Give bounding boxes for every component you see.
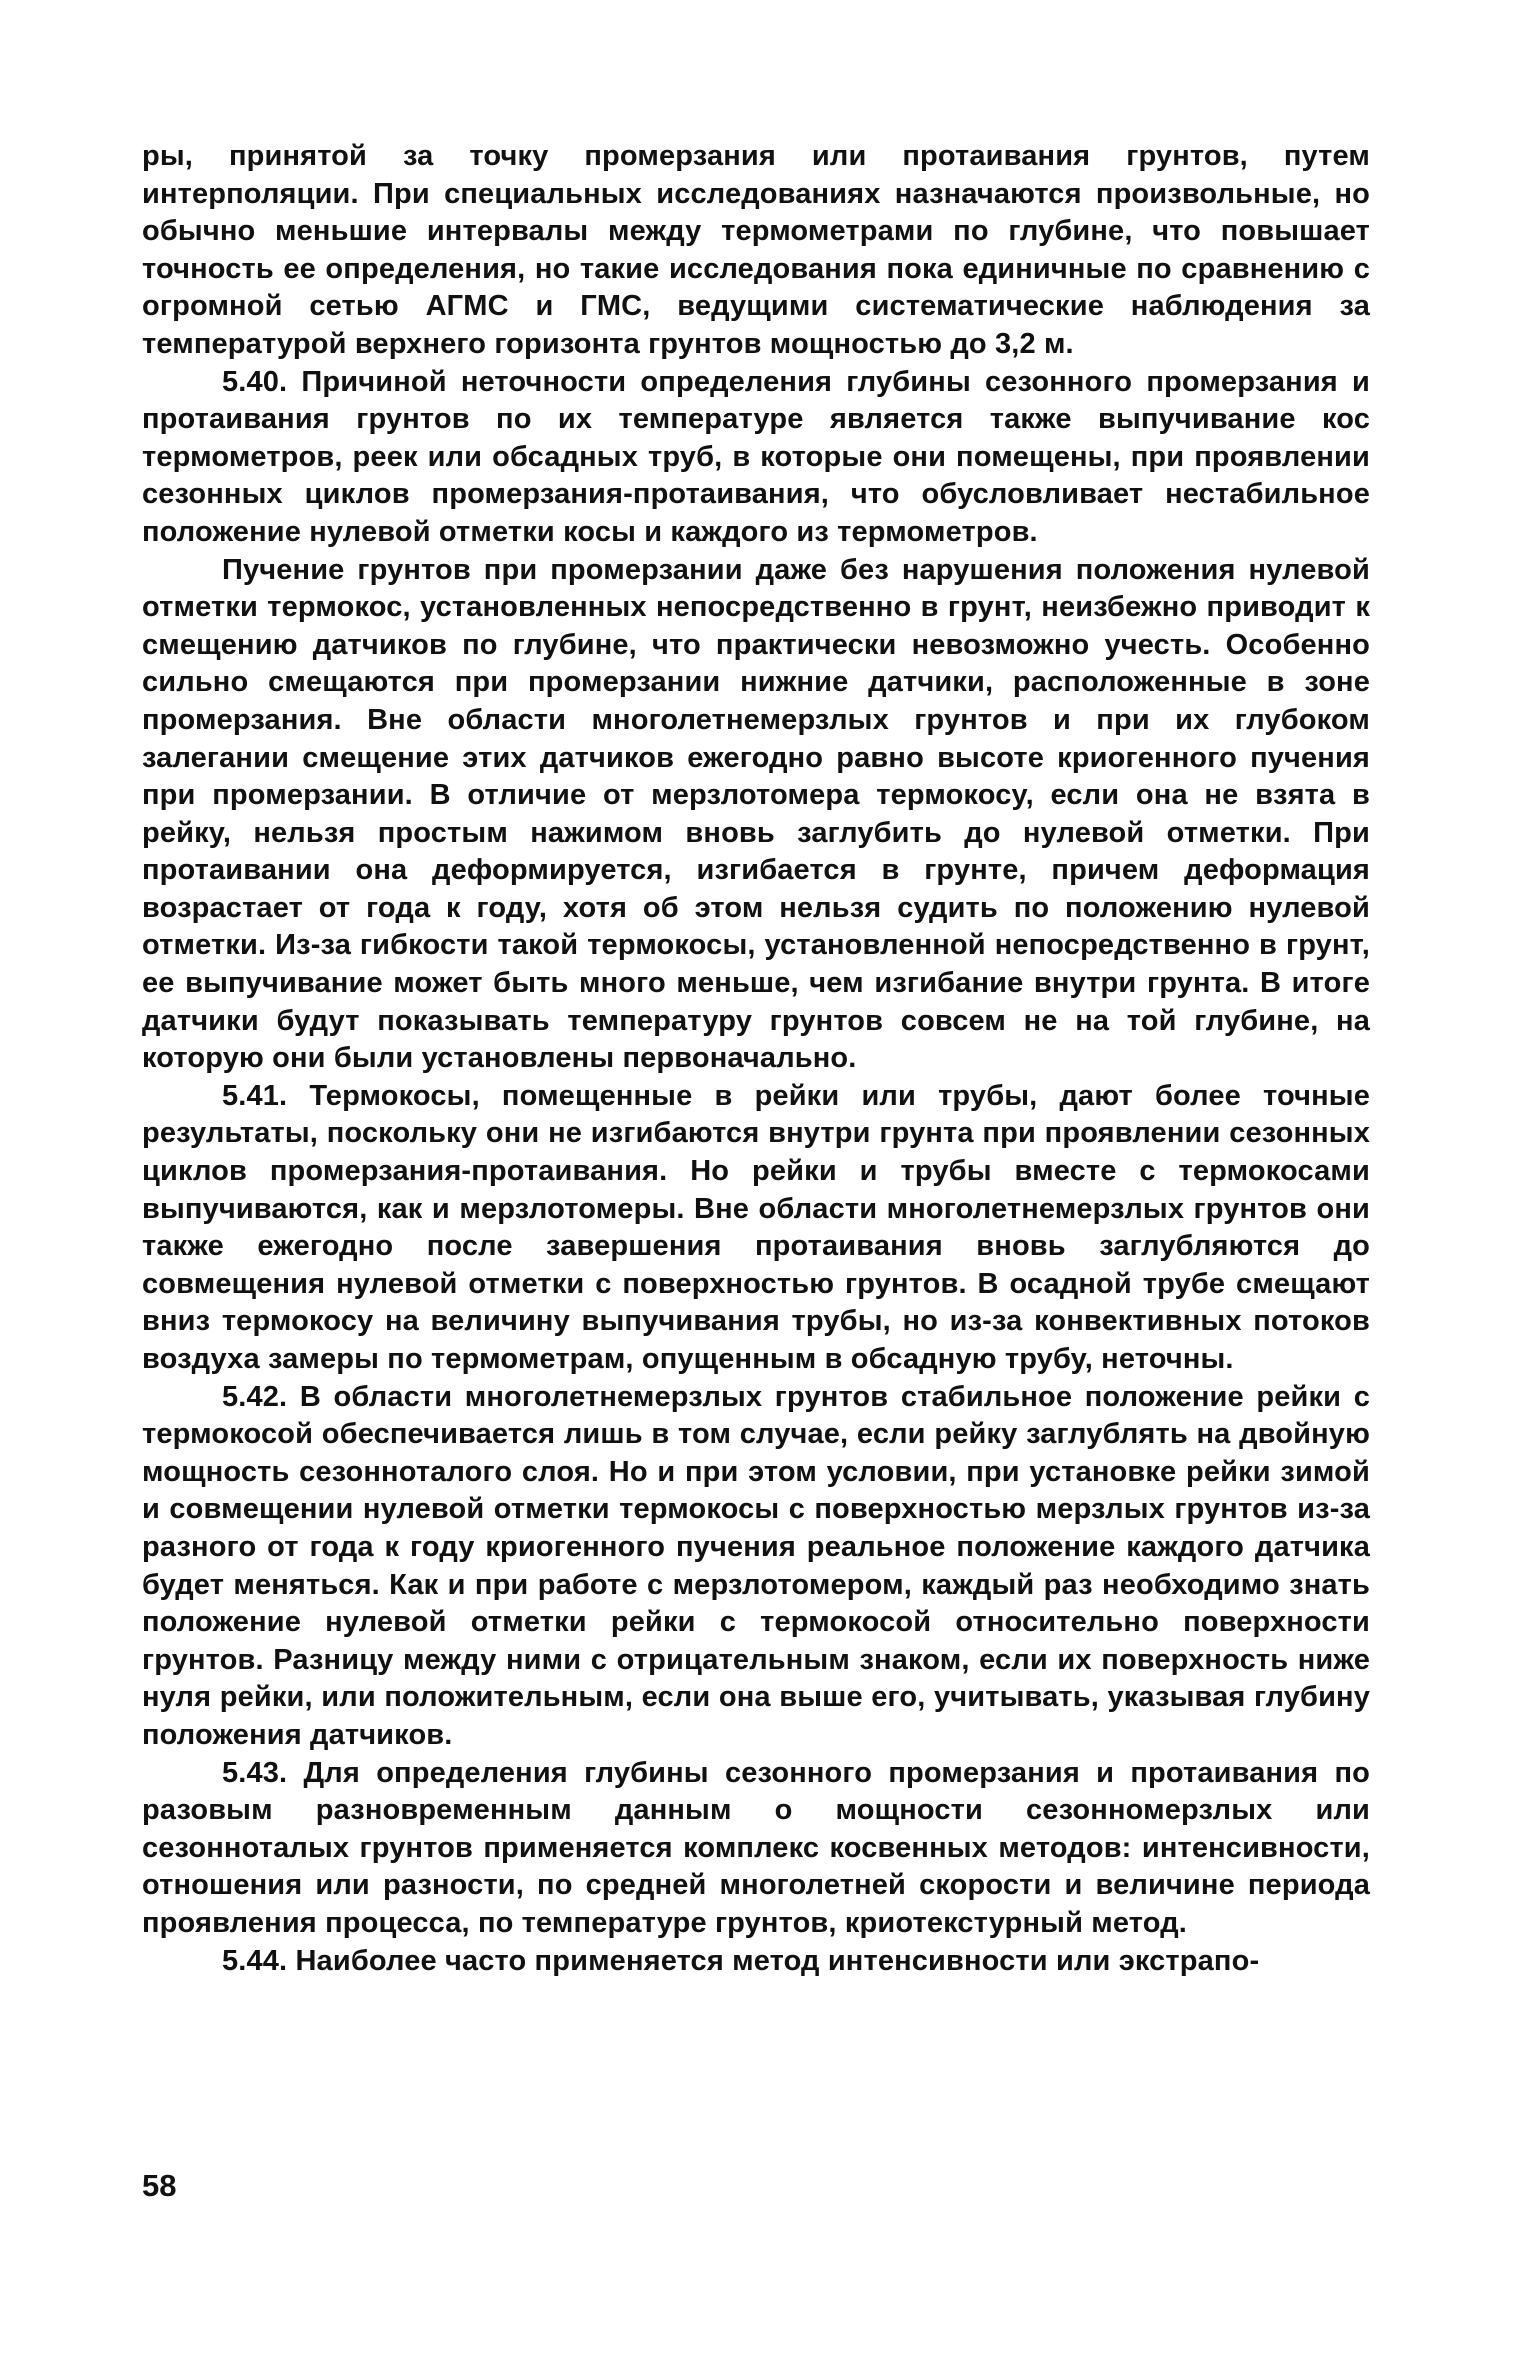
section-number: 5.42. — [222, 1380, 288, 1413]
paragraph-5-44 — [142, 1943, 1370, 1981]
paragraph-text: ры, принятой за точку промерзания или протаивания грунтов, путем интерполяции. При специальных исследованиях назначаются произвольные, но обычно меньшие интервалы между термометрами по глубине, что повышает точность ее определения, но такие исследования пока единичные по сравнению с огромной сетью АГМС и ГМС, ведущими систематические наблюдения за температурой верхнего горизонта грунтов мощностью до 3,2 м. — [142, 140, 1370, 360]
section-number: 5.41. — [222, 1079, 288, 1112]
paragraph — [142, 552, 1370, 1078]
section-number: 5.40. — [222, 365, 288, 398]
paragraph-text: Наиболее часто применяется метод интенсивности или экстрапо- — [295, 1944, 1260, 1977]
paragraph-5-41 — [142, 1078, 1370, 1379]
paragraph-5-40 — [142, 364, 1370, 552]
paragraph-5-42 — [142, 1379, 1370, 1755]
paragraph-text: Для определения глубины сезонного промерзания и протаивания по разовым разновременным данным о мощности сезонномерзлых или сезонноталых грунтов применяется комплекс косвенных методов: интенсивности, отношения или разности, по средней многолетней скорости и величине периода проявления процесса, по температуре грунтов, криотекстурный метод. — [142, 1756, 1371, 1939]
body-text — [142, 138, 1370, 1980]
paragraph-text: В области многолетнемерзлых грунтов стабильное положение рейки с термокосой обеспечивается лишь в том случае, если рейку заглублять на двойную мощность сезонноталого слоя. Но и при этом условии, при установке рейки зимой и совмещении нулевой отметки термокосы с поверхностью мерзлых грунтов из-за разного от года к году криогенного пучения реальное положение каждого датчика будет меняться. Как и при работе с мерзлотомером, каждый раз необходимо знать положение нулевой отметки рейки с термокосой относительно поверхности грунтов. Разницу между ними с отрицательным знаком, если их поверхность ниже нуля рейки, или положительным, если она выше его, учитывать, указывая глубину положения датчиков. — [142, 1380, 1370, 1751]
paragraph-text: Термокосы, помещенные в рейки или трубы, дают более точные результаты, поскольку они не изгибаются внутри грунта при проявлении сезонных циклов промерзания-протаивания. Но рейки и трубы вместе с термокосами выпучиваются, как и мерзлотомеры. Вне области многолетнемерзлых грунтов они также ежегодно после завершения протаивания вновь заглубляются до совмещения нулевой отметки с поверхностью грунтов. В осадной трубе смещают вниз термокосу на величину выпучивания трубы, но из-за конвективных потоков воздуха замеры по термометрам, опущенным в обсадную трубу, неточны. — [142, 1079, 1370, 1375]
paragraph-5-43 — [142, 1755, 1370, 1943]
paragraph-text: Пучение грунтов при промерзании даже без нарушения положения нулевой отметки термокос, установленных непосредственно в грунт, неизбежно приводит к смещению датчиков по глубине, что практически невозможно учесть. Особенно сильно смещаются при промерзании нижние датчики, расположенные в зоне промерзания. Вне области многолетнемерзлых грунтов и при их глубоком залегании смещение этих датчиков ежегодно равно высоте криогенного пучения при промерзании. В отличие от мерзлотомера термокосу, если она не взята в рейку, нельзя простым нажимом вновь заглубить до нулевой отметки. При протаивании она деформируется, изгибается в грунте, причем деформация возрастает от года к году, хотя об этом нельзя судить по положению нулевой отметки. Из-за гибкости такой термокосы, установленной непосредственно в грунт, ее выпучивание может быть много меньше, чем изгибание внутри грунта. В итоге датчики будут показывать температуру грунтов совсем не на той глубине, на которую они были установлены первоначально. — [142, 553, 1370, 1075]
paragraph-text: Причиной неточности определения глубины сезонного промерзания и протаивания грунтов по их температуре является также выпучивание кос термометров, реек или обсадных труб, в которые они помещены, при проявлении сезонных циклов промерзания-протаивания, что обусловливает нестабильное положение нулевой отметки косы и каждого из термометров. — [142, 365, 1370, 548]
section-number: 5.44. — [222, 1944, 288, 1977]
page-number: 58 — [142, 2168, 177, 2203]
paragraph — [142, 138, 1370, 364]
section-number: 5.43. — [222, 1756, 288, 1789]
